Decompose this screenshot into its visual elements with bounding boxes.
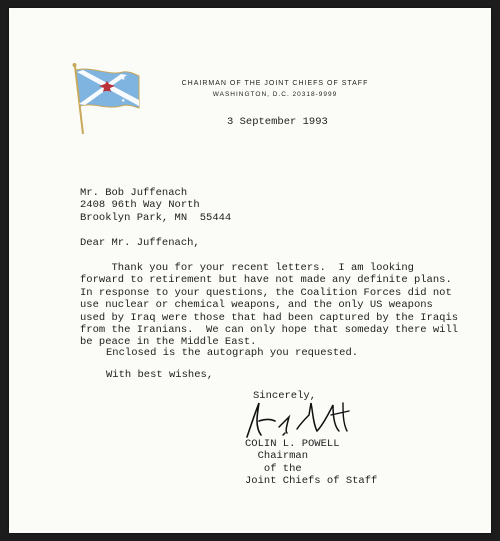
enclosed-note: Enclosed is the autograph you requested. [106, 347, 359, 359]
recipient-street: 2408 96th Way North [80, 199, 200, 212]
body-line: In response to your questions, the Coalition Forces did not [80, 286, 452, 299]
recipient-city: Brooklyn Park, MN 55444 [80, 211, 232, 224]
body-line: forward to retirement but have not made any definite plans. [80, 274, 452, 287]
best-wishes: With best wishes, [106, 369, 214, 381]
signer-title-line: of the [263, 462, 302, 475]
body-line: Thank you for your recent letters. I am looking [80, 262, 414, 274]
signer-title-line: Chairman [257, 450, 309, 463]
signer-name: COLIN L. POWELL [245, 438, 340, 450]
body-line: use nuclear or chemical weapons, and the only US weapons [80, 299, 433, 312]
body-line: used by Iraq were those that had been captured by the Iraqis [80, 311, 459, 324]
letter-body [80, 262, 458, 349]
signature-block [245, 438, 377, 488]
body-line: from the Iranians. We can only hope that someday there will [80, 324, 459, 337]
letterhead [175, 80, 375, 98]
recipient-address [80, 187, 231, 224]
body-line: be peace in the Middle East. [80, 336, 257, 349]
closing: Sincerely, [253, 390, 317, 402]
svg-text:★: ★ [121, 98, 126, 104]
svg-text:★: ★ [121, 76, 126, 82]
signer-title-line: Joint Chiefs of Staff [245, 475, 378, 488]
svg-text:★: ★ [87, 98, 92, 104]
letterhead-address: WASHINGTON, D.C. 20318-9999 [212, 91, 338, 98]
letter-date: 3 September 1993 [227, 116, 328, 128]
salutation: Dear Mr. Juffenach, [80, 237, 200, 249]
letter-paper [9, 8, 491, 533]
letterhead-title: CHAIRMAN OF THE JOINT CHIEFS OF STAFF [181, 80, 369, 87]
recipient-name: Mr. Bob Juffenach [80, 187, 188, 199]
svg-text:★: ★ [89, 74, 94, 80]
chairman-flag-icon [63, 58, 143, 138]
